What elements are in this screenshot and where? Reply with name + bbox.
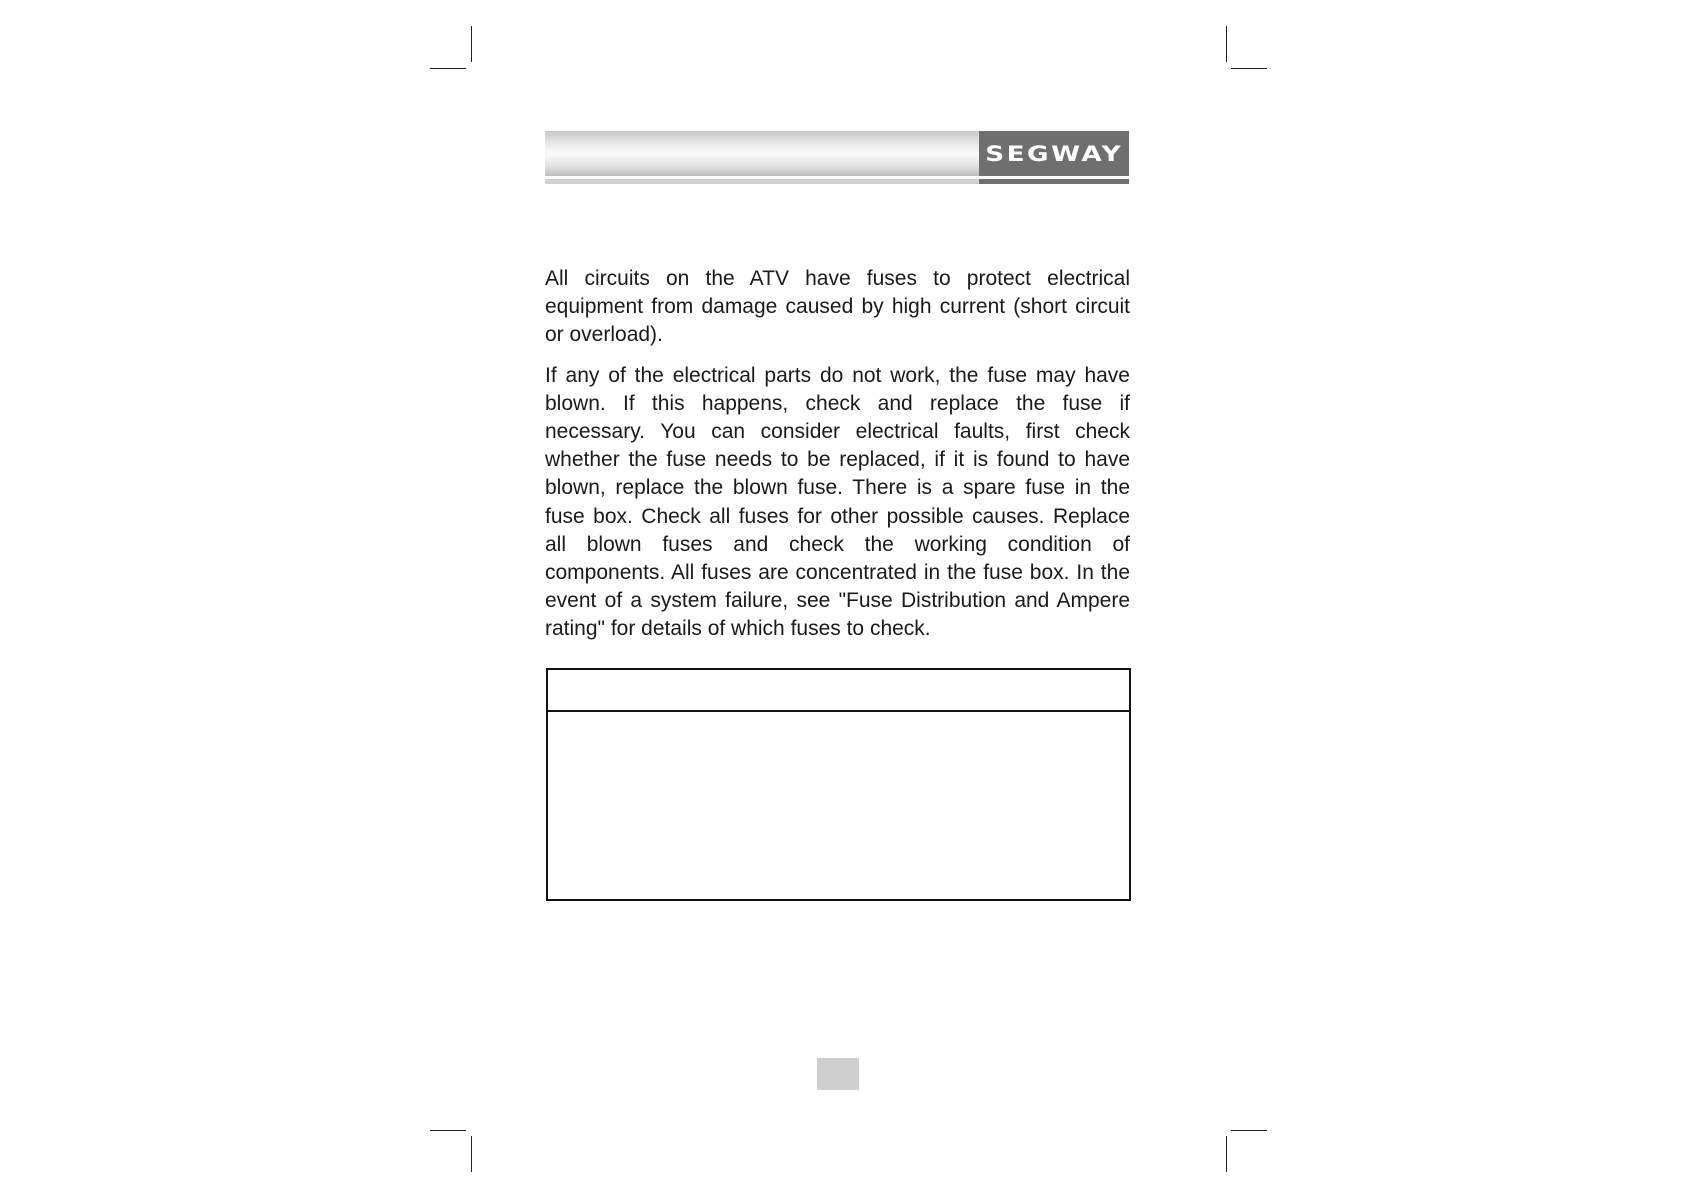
page-header bbox=[545, 131, 1129, 186]
brand-underline bbox=[979, 179, 1129, 184]
header-gradient-bar bbox=[545, 131, 979, 176]
crop-mark-top-right-vertical bbox=[1226, 26, 1227, 62]
paragraph-fuse-intro: All circuits on the ATV have fuses to protect electrical equipment from damage caused by high current (short circuit or overload). bbox=[545, 267, 1130, 347]
header-underline bbox=[545, 179, 979, 184]
crop-mark-bottom-right-vertical bbox=[1226, 1136, 1227, 1172]
crop-mark-bottom-left-horizontal bbox=[430, 1130, 466, 1131]
crop-mark-top-right-horizontal bbox=[1231, 68, 1267, 69]
crop-mark-bottom-right-horizontal bbox=[1231, 1130, 1267, 1131]
crop-mark-top-left-vertical bbox=[471, 26, 472, 62]
notice-box bbox=[546, 668, 1131, 901]
body-text bbox=[545, 265, 1130, 656]
crop-mark-bottom-left-vertical bbox=[471, 1136, 472, 1172]
brand-logo-text: SEGWAY bbox=[984, 141, 1123, 166]
paragraph-fuse-check: If any of the electrical parts do not work, the fuse may have blown. If this happens, check and replace the fuse if necessary. You can consider electrical faults, first check whether the fuse needs to be replaced, if it is found to have blown, replace the blown fuse. There is a spare fuse in the fuse box. Check all fuses for other possible causes. Replace all blown fuses and check the working condition of components. All fuses are concentrated in the fuse box. In the event of a system failure, see "Fuse Distribution and Ampere rating" for details of which fuses to check. bbox=[545, 363, 1130, 641]
brand-logo bbox=[979, 131, 1129, 176]
crop-mark-top-left-horizontal bbox=[430, 68, 466, 69]
notice-header bbox=[548, 670, 1129, 712]
page-number bbox=[817, 1058, 859, 1090]
